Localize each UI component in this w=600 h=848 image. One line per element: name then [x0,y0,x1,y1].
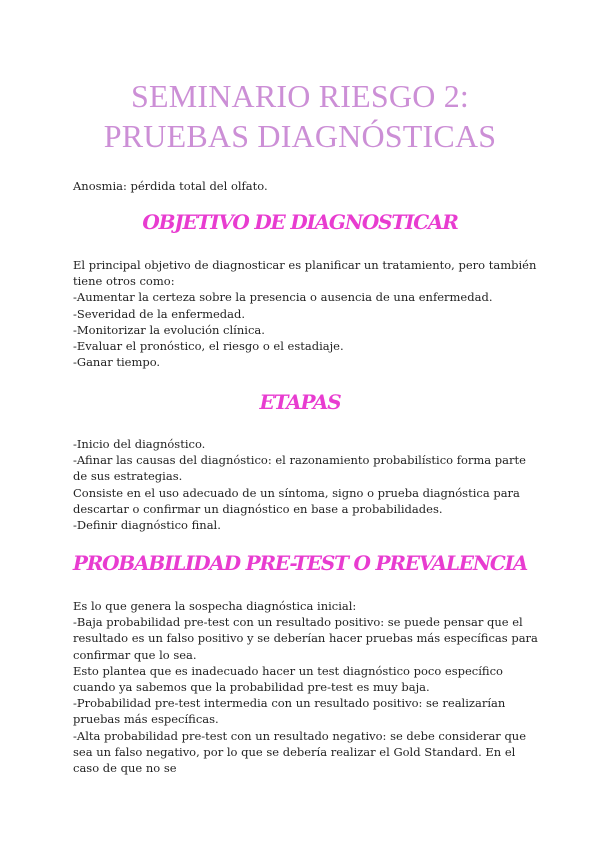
section-body-etapas [73,436,543,533]
paragraph: Esto plantea que es inadecuado hacer un test diagnóstico poco específico cuando ya sabemos que la probabilidad pre-test es muy baja. [73,663,503,695]
page-title [0,76,600,156]
section-body-probabilidad [73,598,543,776]
paragraph: -Definir diagnóstico final. [73,518,221,533]
paragraph: Es lo que genera la sospecha diagnóstica inicial: [73,599,357,613]
paragraph: -Alta probabilidad pre-test con un resultado negativo: se debe considerar que sea un falso negativo, por lo que se debería realizar el Gold Standard. En el caso de que no se [73,728,527,776]
paragraph: -Inicio del diagnóstico. [73,437,206,451]
paragraph: -Monitorizar la evolución clínica. [73,322,265,337]
paragraph: -Ganar tiempo. [73,355,161,370]
section-heading-probabilidad: PROBABILIDAD PRE-TEST O PREVALENCIA [72,551,528,575]
title-line-1: SEMINARIO RIESGO 2: [130,78,470,114]
paragraph: -Probabilidad pre-test intermedia con un resultado positivo: se realizarían pruebas más específicas. [73,696,506,727]
paragraph: -Evaluar el pronóstico, el riesgo o el estadiaje. [73,339,344,354]
anosmia-note: Anosmia: pérdida total del olfato. [73,179,268,193]
title-line-2: PRUEBAS DIAGNÓSTICAS [103,118,497,154]
section-heading-objetivo: OBJETIVO DE DIAGNOSTICAR [142,210,458,234]
paragraph: Consiste en el uso adecuado de un síntoma, signo o prueba diagnóstica para descartar o confirmar un diagnóstico en base a probabilidades. [73,485,520,516]
section-body-objetivo [73,257,543,370]
paragraph: -Baja probabilidad pre-test con un resultado positivo: se puede pensar que el resultado es un falso positivo y se deberían hacer pruebas más específicas para confirmar que lo sea. [73,615,538,662]
paragraph: -Afinar las causas del diagnóstico: el razonamiento probabilístico forma parte de sus estrategias. [73,453,526,484]
paragraph: -Aumentar la certeza sobre la presencia o ausencia de una enfermedad. [73,290,493,305]
paragraph: -Severidad de la enfermedad. [73,306,246,321]
section-heading-etapas: ETAPAS [259,390,341,414]
paragraph: El principal objetivo de diagnosticar es planificar un tratamiento, pero también tiene otros como: [73,258,537,289]
